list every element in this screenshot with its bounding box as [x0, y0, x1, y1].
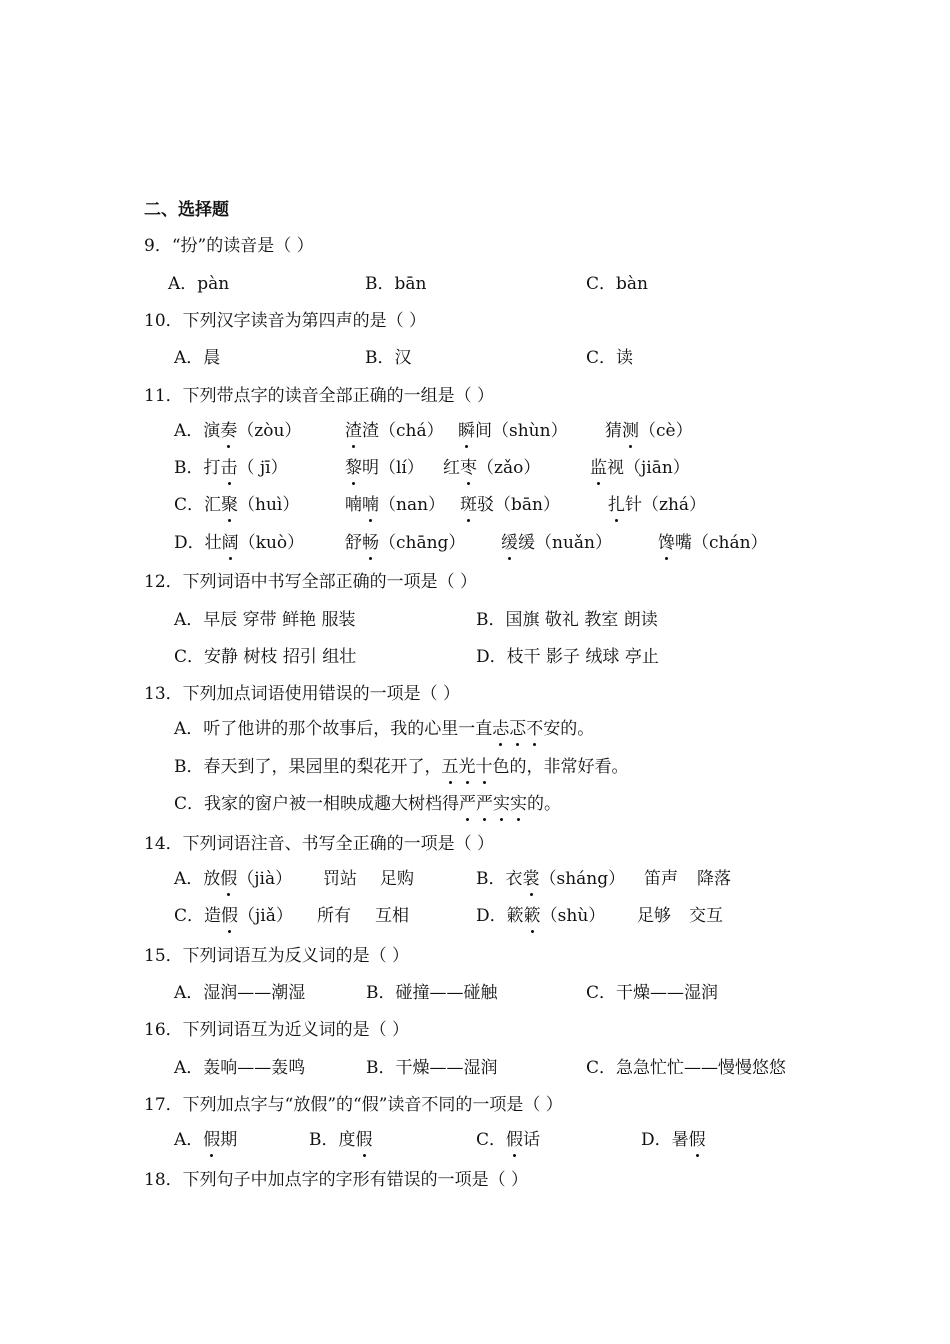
text: D．壮	[174, 533, 222, 553]
question-9-option-c: C．bàn	[586, 274, 648, 294]
text: （ jī）	[237, 458, 288, 478]
question-18-stem: 18．下列句子中加点字的字形有错误的一项是（ ）	[144, 1170, 529, 1190]
dotted-char: 严	[459, 794, 477, 814]
question-11-option-a-word4	[605, 419, 693, 443]
question-11-option-c-word4	[608, 493, 706, 517]
question-14-option-a-word1	[174, 867, 292, 891]
question-11-option-a-word2	[345, 419, 444, 443]
dotted-char: 喃	[362, 495, 379, 515]
question-11-stem: 11．下列带点字的读音全部正确的一组是（ ）	[144, 386, 495, 406]
text: 的。	[527, 794, 562, 814]
text: （huì）	[238, 495, 300, 515]
dotted-char: 馋	[658, 533, 675, 553]
dotted-char: 簌	[523, 906, 541, 926]
question-16-option-a: A．轰响——轰鸣	[174, 1058, 306, 1078]
dotted-char: 假	[355, 1130, 373, 1150]
question-9-option-a: A．pàn	[168, 274, 230, 294]
text: 间（shùn）	[475, 421, 568, 441]
dotted-char: 五	[441, 757, 459, 777]
question-11-option-a-word1	[174, 419, 301, 443]
text: C．造	[174, 906, 222, 926]
question-10-stem: 10．下列汉字读音为第四声的是（ ）	[144, 311, 427, 331]
dotted-char: 严	[476, 794, 494, 814]
question-14-stem: 14．下列词语注音、书写全正确的一项是（ ）	[144, 834, 495, 854]
question-17-option-d	[641, 1128, 706, 1152]
text: （zǎo）	[477, 458, 541, 478]
text: A．听了他讲的那个故事后，我的心里一直	[174, 719, 493, 739]
dotted-char: 扎	[608, 495, 625, 515]
question-12-option-c: C．安静 树枝 招引 组壮	[174, 647, 357, 667]
question-9-option-b: B．bān	[365, 274, 427, 294]
dotted-char: 假	[221, 906, 239, 926]
question-11-option-b-word4	[590, 456, 690, 480]
dotted-char: 裳	[522, 869, 540, 889]
dotted-char: 测	[622, 421, 639, 441]
dotted-char: 畅	[362, 533, 379, 553]
text: （zòu）	[237, 421, 302, 441]
question-17-option-b	[309, 1128, 373, 1152]
question-14-option-d-word1	[476, 904, 605, 928]
dotted-char: 奏	[220, 421, 238, 441]
text: D．簌	[476, 906, 524, 926]
text: 色的，非常好看。	[492, 757, 629, 777]
text: 嘴（chán）	[675, 533, 768, 553]
question-10-option-b: B．汉	[365, 348, 412, 368]
dotted-char: 监	[590, 458, 607, 478]
text: C．	[476, 1130, 507, 1150]
text: 针（zhá）	[625, 495, 707, 515]
text: A．	[174, 1130, 204, 1150]
question-17-stem: 17．下列加点字与“放假”的“假”读音不同的一项是（ ）	[144, 1095, 563, 1115]
question-13-stem: 13．下列加点词语使用错误的一项是（ ）	[144, 684, 461, 704]
question-13-option-b	[174, 755, 629, 779]
question-17-option-c	[476, 1128, 540, 1152]
question-12-stem: 12．下列词语中书写全部正确的一项是（ ）	[144, 572, 478, 592]
section-title: 二、选择题	[144, 200, 229, 220]
question-13-option-c	[174, 792, 561, 816]
question-14-option-c-word3: 互相	[375, 906, 409, 926]
text: （sháng）	[539, 869, 626, 889]
text: B．度	[309, 1130, 356, 1150]
text: A．放	[174, 869, 221, 889]
question-14-option-b-word3: 降落	[697, 869, 731, 889]
text: D．暑	[641, 1130, 689, 1150]
dotted-char: 实	[493, 794, 511, 814]
text: （cè）	[639, 421, 693, 441]
question-11-option-b-word2	[345, 456, 424, 480]
question-11-option-d-word4	[658, 531, 768, 555]
question-14-option-a-word3: 足购	[380, 869, 414, 889]
question-16-stem: 16．下列词语互为近义词的是（ ）	[144, 1020, 410, 1040]
dotted-char: 不	[526, 719, 544, 739]
dotted-char: 阔	[221, 533, 239, 553]
text: 缓（nuǎn）	[518, 533, 612, 553]
dotted-char: 枣	[460, 458, 477, 478]
dotted-char: 实	[510, 794, 528, 814]
question-14-option-d-word3: 交互	[689, 906, 723, 926]
text: （kuò）	[238, 533, 305, 553]
question-10-option-c: C．读	[586, 348, 634, 368]
text: （shù）	[540, 906, 606, 926]
text: C．我家的窗户被一相映成趣大树档得	[174, 794, 460, 814]
text: 舒	[345, 533, 362, 553]
text: 猜	[605, 421, 622, 441]
question-14-option-d-word2: 足够	[637, 906, 671, 926]
question-15-option-c: C．干燥——湿润	[586, 983, 719, 1003]
text: 安的。	[543, 719, 595, 739]
question-11-option-b-word1	[174, 456, 288, 480]
dotted-char: 忑	[509, 719, 527, 739]
dotted-char: 瞬	[458, 421, 475, 441]
text: （chāng）	[379, 533, 466, 553]
text: 视（jiān）	[607, 458, 690, 478]
dotted-char: 假	[220, 869, 238, 889]
question-9-stem: 9．“扮”的读音是（ ）	[144, 236, 314, 256]
text: B．衣	[476, 869, 523, 889]
question-14-option-b-word2: 笛声	[644, 869, 678, 889]
text: B．打	[174, 458, 221, 478]
question-16-option-c: C．急急忙忙——慢慢悠悠	[586, 1058, 787, 1078]
question-11-option-c-word3	[460, 493, 560, 517]
question-12-option-a: A．早辰 穿带 鲜艳 服装	[174, 610, 356, 630]
dotted-char: 击	[220, 458, 238, 478]
text: C．汇	[174, 495, 222, 515]
question-11-option-a-word3	[458, 419, 568, 443]
question-12-option-d: D．枝干 影子 绒球 亭止	[476, 647, 659, 667]
text: （jiǎ）	[238, 906, 293, 926]
question-12-option-b: B．国旗 敬礼 教室 朗读	[476, 610, 658, 630]
question-11-option-d-word1	[174, 531, 304, 555]
text: A．演	[174, 421, 221, 441]
question-14-option-b-word1	[476, 867, 625, 891]
question-15-option-a: A．湿润——潮湿	[174, 983, 306, 1003]
text: 红	[443, 458, 460, 478]
text: 期	[220, 1130, 238, 1150]
text: （nan）	[379, 495, 446, 515]
dotted-char: 十	[475, 757, 493, 777]
question-15-option-b: B．碰撞——碰触	[366, 983, 498, 1003]
question-14-option-c-word1	[174, 904, 293, 928]
question-11-option-c-word1	[174, 493, 299, 517]
text: 喃	[345, 495, 362, 515]
question-15-stem: 15．下列词语互为反义词的是（ ）	[144, 946, 410, 966]
question-16-option-b: B．干燥——湿润	[366, 1058, 498, 1078]
dotted-char: 假	[203, 1130, 221, 1150]
question-11-option-d-word2	[345, 531, 465, 555]
dotted-char: 渣	[345, 421, 362, 441]
text: （jià）	[237, 869, 293, 889]
dotted-char: 假	[688, 1130, 706, 1150]
text: B．春天到了，果园里的梨花开了，	[174, 757, 442, 777]
text: 驳（bān）	[477, 495, 560, 515]
question-13-option-a	[174, 717, 594, 741]
question-10-option-a: A．晨	[174, 348, 221, 368]
dotted-char: 黎	[345, 458, 362, 478]
dotted-char: 光	[458, 757, 476, 777]
dotted-char: 斑	[460, 495, 477, 515]
dotted-char: 忐	[492, 719, 510, 739]
dotted-char: 假	[506, 1130, 524, 1150]
text: 明（lí）	[362, 458, 424, 478]
question-11-option-b-word3	[443, 456, 540, 480]
text: 渣（chá）	[362, 421, 444, 441]
question-11-option-d-word3	[501, 531, 612, 555]
text: 话	[523, 1130, 541, 1150]
question-11-option-c-word2	[345, 493, 445, 517]
question-14-option-a-word2: 罚站	[323, 869, 357, 889]
dotted-char: 缓	[501, 533, 518, 553]
question-14-option-c-word2: 所有	[317, 906, 351, 926]
question-17-option-a	[174, 1128, 237, 1152]
dotted-char: 聚	[221, 495, 239, 515]
